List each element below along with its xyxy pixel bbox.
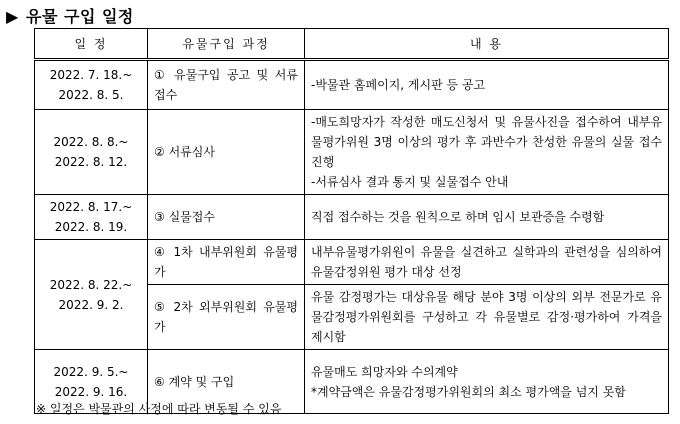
content-line: 유물매도 희망자와 수의계약: [311, 364, 458, 379]
content-cell: [305, 240, 669, 285]
stage-cell: ① 유물구입 공고 및 서류 접수: [148, 60, 305, 110]
period-start: 2022. 8. 17.~: [49, 200, 133, 214]
triangle-bullet-icon: ▶: [6, 7, 19, 26]
stage-cell: ④ 1차 내부위원회 유물평가: [148, 240, 305, 285]
content-cell: [305, 60, 669, 110]
content-line: *계약금액은 유물감정평가위원회의 최소 평가액을 넘지 못함: [311, 384, 626, 399]
period-end: 2022. 8. 12.: [54, 155, 128, 169]
period-end: 2022. 9. 2.: [58, 297, 124, 312]
period-end: 2022. 8. 19.: [54, 220, 128, 234]
table-row: [35, 60, 669, 110]
period-start: 2022. 8. 22.~: [49, 277, 133, 292]
period-cell: [35, 195, 148, 240]
period-end: 2022. 9. 16.: [54, 384, 128, 399]
header-stage: 유물구입 과정: [148, 29, 305, 60]
stage-cell: ② 서류심사: [148, 110, 305, 195]
stage-cell: ⑥ 계약 및 구입: [148, 350, 305, 414]
section-title-text: 유물 구입 일정: [26, 7, 134, 26]
content-cell: [305, 285, 669, 350]
footnote: ※ 일정은 박물관의 사정에 따라 변동될 수 있음: [36, 402, 282, 416]
period-start: 2022. 7. 18.~: [49, 68, 133, 82]
table-row: [35, 195, 669, 240]
table-row: [35, 110, 669, 195]
period-cell: [35, 110, 148, 195]
content-line: -서류심사 결과 통지 및 실물접수 안내: [311, 175, 509, 189]
content-line: 내부유물평가위원이 유물을 실견하고 실학과의 관련성을 심의하여 유물감정위원 평가 대상 선정: [311, 245, 662, 279]
table-row: [35, 240, 669, 285]
header-content: 내 용: [305, 29, 669, 60]
content-line: -매도희망자가 작성한 매도신청서 및 유물사진을 접수하여 내부유물평가위원 3명 이상의 평가 후 과반수가 찬성한 유물의 실물 접수 진행: [311, 115, 662, 169]
period-start: 2022. 9. 5.~: [53, 364, 129, 379]
header-period: 일 정: [35, 29, 148, 60]
content-cell: [305, 110, 669, 195]
content-line: -박물관 홈페이지, 게시판 등 공고: [311, 78, 486, 92]
content-line: 유물 감정평가는 대상유물 해당 분야 3명 이상의 외부 전문가로 유물감정평가위원회를 구성하고 각 유물별로 감정·평가하여 가격을 제시함: [311, 290, 662, 344]
period-start: 2022. 8. 8.~: [53, 135, 129, 149]
content-line: 직접 접수하는 것을 원칙으로 하며 임시 보관증을 수령함: [311, 210, 605, 224]
table-header-row: [35, 29, 669, 60]
content-cell: [305, 350, 669, 414]
stage-cell: ⑤ 2차 외부위원회 유물평가: [148, 285, 305, 350]
period-cell: [35, 60, 148, 110]
section-title: [6, 4, 134, 27]
content-cell: [305, 195, 669, 240]
schedule-table: [34, 28, 669, 414]
period-end: 2022. 8. 5.: [58, 88, 124, 102]
stage-cell: ③ 실물접수: [148, 195, 305, 240]
period-cell: [35, 240, 148, 350]
